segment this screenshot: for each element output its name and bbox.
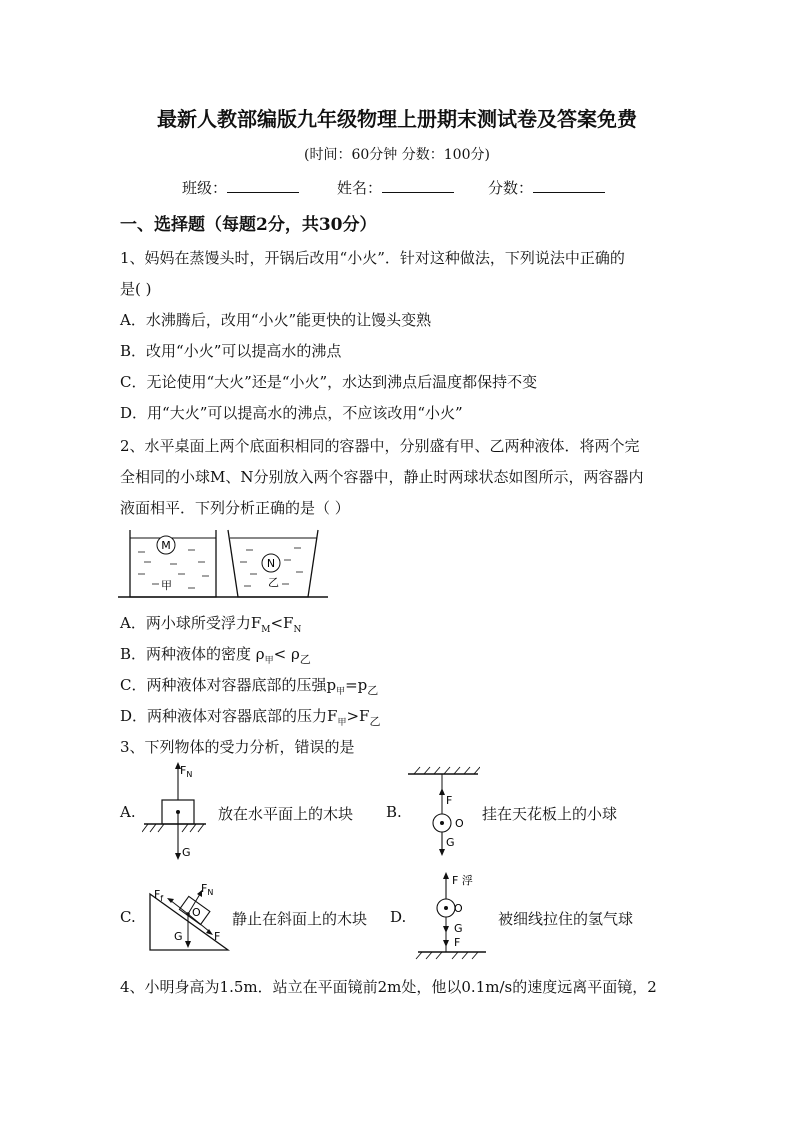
q2-option-b: B．两种液体的密度 $\rho_甲< \rho_乙$ [120, 645, 311, 666]
q3-figure-a [142, 760, 210, 864]
q1-option-c: C．无论使用“大火”还是“小火”，水达到沸点后温度都保持不变 [120, 373, 538, 391]
section-heading: 一、选择题（每题2分，共30分） [120, 215, 377, 235]
label-o-b: O [455, 817, 464, 830]
q3-option-a-text: 放在水平面上的木块 [218, 805, 354, 823]
label-o-c: O [192, 906, 201, 919]
label-f-b: F [446, 794, 453, 807]
q2-option-a: A．两小球所受浮力$F_M<F_N$ [120, 614, 302, 635]
q2-stem-line1: 2、水平桌面上两个底面积相同的容器中，分别盛有甲、乙两种液体．将两个完 [120, 437, 640, 455]
label-g-d: G [454, 922, 463, 935]
ball-m-label: M [161, 539, 171, 552]
q3-figure-b [404, 766, 480, 858]
class-label: 班级： [182, 179, 228, 197]
label-o-d: O [454, 902, 463, 915]
q3-figure-c [146, 878, 232, 954]
liquid-jia-label: 甲 [161, 579, 172, 592]
q1-option-d: D．用“大火”可以提高水的沸点，不应该改用“小火” [120, 404, 463, 422]
page-title: 最新人教部编版九年级物理上册期末测试卷及答案免费 [157, 107, 637, 131]
q1-stem-line1: 1、妈妈在蒸馒头时，开锅后改用“小火”．针对这种做法，下列说法中正确的 [120, 249, 625, 267]
arrow-f-b [439, 788, 445, 795]
liquid-yi-label: 乙 [268, 576, 279, 589]
name-field [337, 177, 454, 198]
label-fn-a: $F_N$ [180, 764, 193, 779]
label-f-d: F [454, 936, 461, 949]
q1-option-a: A．水沸腾后，改用“小火”能更快的让馒头变熟 [120, 311, 432, 329]
q3-option-c-text: 静止在斜面上的木块 [232, 910, 368, 928]
q3-option-b-letter: B. [386, 803, 402, 821]
label-ff-c: $F_f$ [154, 888, 164, 903]
label-fn-c: $F_N$ [201, 882, 214, 897]
q3-stem: 3、下列物体的受力分析，错误的是 [120, 738, 355, 756]
q2-option-c: C．两种液体对容器底部的压强$p_甲=p_乙$ [120, 676, 379, 697]
q1-stem-line2: 是( ) [120, 280, 152, 298]
class-blank [227, 178, 299, 193]
q3-option-b-text: 挂在天花板上的小球 [482, 805, 618, 823]
q2-stem-line2: 全相同的小球M、N分别放入两个容器中，静止时两球状态如图所示，两容器内 [120, 468, 644, 486]
class-field [182, 177, 299, 198]
q2-containers-figure [118, 526, 330, 602]
label-g-a: G [182, 846, 191, 859]
q2-stem-line3: 液面相平．下列分析正确的是（ ） [120, 499, 350, 517]
arrow-f-d [443, 940, 449, 947]
q3-option-d-text: 被细线拉住的氢气球 [498, 910, 634, 928]
label-fbuoy-d: F 浮 [452, 874, 473, 887]
liquid-dashes-jia [138, 550, 209, 588]
q1-option-b: B．改用“小火”可以提高水的沸点 [120, 342, 342, 360]
q3-option-c-letter: C. [120, 908, 136, 926]
score-label: 分数： [488, 179, 534, 197]
exam-time-score: (时间：60分钟 分数：100分) [304, 147, 490, 163]
label-f-c: F [214, 930, 221, 943]
arrow-g-d [443, 926, 449, 933]
q3-option-a-letter: A. [120, 803, 136, 821]
name-blank [382, 178, 454, 193]
q3-figure-d [414, 870, 494, 960]
q4-stem-line1: 4、小明身高为1.5m．站立在平面镜前2m处，他以0.1m/s的速度远离平面镜，2 [120, 978, 657, 996]
label-g-c: G [174, 930, 183, 943]
label-g-b: G [446, 836, 455, 849]
ball-n-label: N [266, 557, 276, 570]
score-blank [533, 178, 605, 193]
q3-option-d-letter: D. [390, 908, 407, 926]
q2-option-d: D．两种液体对容器底部的压力$F_甲>F_乙$ [120, 707, 381, 728]
name-label: 姓名： [337, 179, 383, 197]
score-field [488, 177, 605, 198]
